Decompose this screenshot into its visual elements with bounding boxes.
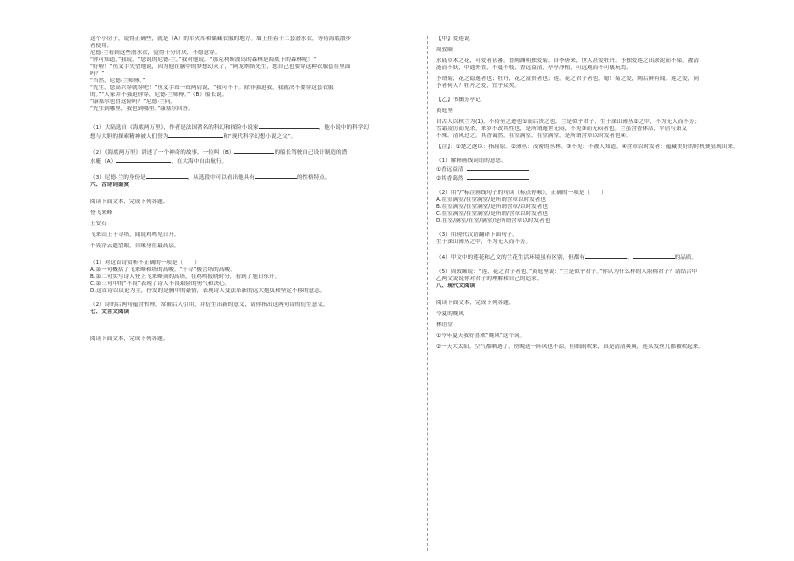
answer-option[interactable]: B.第二句实写诗人登上飞来峰顶的高塔，在鸡鸣报晓时分，看到了旭日东升。 xyxy=(90,274,281,280)
question-text: （1）解释画线词语的意思。 xyxy=(436,158,507,164)
answer-blank[interactable] xyxy=(168,132,223,138)
question-text: ，他小说中的科学幻 xyxy=(318,125,369,131)
question-text: 水艇（A） xyxy=(90,159,117,165)
question-text: （3）用现代汉语翻译下面句子。 xyxy=(436,232,518,238)
question-text: 的品质。 xyxy=(674,255,697,261)
question-text: ，从选段中可以看出他具有 xyxy=(187,175,255,181)
paragraph-line: 这个小房子，说得正确些，就是（A）的军火库和储藏衣服的地方。墙上挂着十二套潜水衣，等待海底散步 xyxy=(90,36,352,42)
paragraph-line: 自古人以秋兰为(1)，不待至之迹也①而后贵之也。兰是似乎君子，生于深山薄丛②之中，不为无人而不芳； xyxy=(436,119,701,125)
question-text: ，在大海中自由航行。 xyxy=(171,159,228,165)
story-excerpt xyxy=(90,36,416,113)
paragraph-line: “康塞尔也冒这险吗？”尼德·兰问。 xyxy=(90,99,176,105)
answer-blank[interactable] xyxy=(116,157,171,163)
question-text: 的船长驾驶自己设计制造的潜 xyxy=(274,150,348,156)
question-3 xyxy=(90,173,416,182)
question-text: 的性格特点。 xyxy=(296,175,331,181)
paragraph-line: “先生，您高兴穿就穿吧！”鱼叉手耸一耸两肩说，“我可不干。除非强迫我，我就决不要穿这套衣服 xyxy=(90,85,334,91)
question-sentence: 生于深山薄丛之中，不为无人而不芳。 xyxy=(436,239,532,245)
answer-option[interactable]: C.在室满室/在堂满堂/是所谓/含章以时发者也 xyxy=(436,211,549,217)
paragraph-line: “好啦！”鱼叉手失望地说，因为他在脑中的梦想幻灭了，“阿龙纳斯先生，您自己也要穿这种衣服套在里面 xyxy=(90,64,351,70)
answer-option[interactable]: C.第三句中的“不畏”表现了诗人不畏艰险的勇气和决心。 xyxy=(90,281,231,287)
question-text: 和“现代科学幻想小说之父”。 xyxy=(223,134,297,140)
question-item: ②其香蔼然 xyxy=(436,176,464,182)
section-heading: 六、古诗词鉴赏 xyxy=(90,182,130,188)
paragraph-line: ②一天大太阳，空气都晒透了。傍晚送一阵风也不凉，但细雨吹来，真是清清爽爽，连头发丝儿都被吹起来。 xyxy=(436,344,704,350)
answer-blank[interactable] xyxy=(467,174,529,180)
question-text: 、 xyxy=(627,255,633,261)
question-text: （5）周敦颐说：“莲，花之君子者也。”黄庭坚说：“兰是似乎君子。”你认为什么样的人堪称君子？请结合甲 xyxy=(436,269,698,275)
answer-option[interactable]: A.在室满室/在堂满堂/是所谓含章以时发者也 xyxy=(436,197,546,203)
answer-option[interactable]: D.这首诗以议论为主，抒发的是胸中的豪情，表现诗人变法革新的远大抱负和坚定不移的意志。 xyxy=(90,288,326,294)
poem-author: 王安石 xyxy=(90,221,107,227)
question-text: （2）用“/”标注画线句子的句读（标点停顿），正确的一项是（ ） xyxy=(436,190,607,196)
answer-option[interactable]: A.第一句概括了飞来峰和塔的高峻。“千寻”极言塔的高峻。 xyxy=(90,267,236,273)
passage-title: 【乙】书幽芳亭记 xyxy=(436,97,481,103)
paragraph-line: 的。”“人家并不强迫你穿，尼德·兰师傅。”（B）船长说。 xyxy=(90,92,228,98)
paragraph-line: “当然，尼德·兰师傅。” xyxy=(90,78,146,84)
instruction-text: 阅读下面文本，完成下列各题。 xyxy=(436,300,515,306)
left-column xyxy=(90,36,416,553)
paragraph-line: 予者何人？牡丹之爱，宜乎众矣。 xyxy=(436,83,520,89)
question-text: （4）甲文中的莲花和乙文的兰花生活环境虽有区别，但都有 xyxy=(436,255,585,261)
section-heading: 八、现代文阅读 xyxy=(436,283,476,289)
poem-line: 飞来山上千寻塔，闻说鸡鸣见日升。 xyxy=(90,232,180,238)
poem-title: 登飞来峰 xyxy=(90,210,113,216)
paragraph-line: 尼德·兰看到这些潜水衣，觉得十分讨厌，不愿意穿。 xyxy=(90,50,221,56)
question-text: （2）《海底两万里》讲述了一个神奇的故事，一位叫（B） xyxy=(90,150,235,156)
paragraph-line: “先生到哪里，我也到哪里。”康塞尔回答。 xyxy=(90,106,194,112)
paragraph-line: “你可知道，”我说，“您说的尼德·兰，”我对他说，“那克利斯波岛的森林是海底下的森林呢！” xyxy=(90,57,317,63)
essay-title: 今夏的晚风 xyxy=(436,311,464,317)
question-item: ①香远益清 xyxy=(436,167,464,173)
instruction-text: 阅读下面文本，完成下列各题。 xyxy=(90,199,169,205)
answer-blank[interactable] xyxy=(146,173,188,179)
answer-option[interactable]: D.在室/满室/在堂/满堂/是所谓含章以时发者也 xyxy=(436,218,551,224)
section-heading: 七、文言文阅读 xyxy=(90,309,130,315)
passage-author: 黄庭坚 xyxy=(436,108,453,114)
poem-line: 不畏浮云遮望眼，自缘身在最高层。 xyxy=(90,243,180,249)
paragraph-line: 者使用。 xyxy=(90,43,113,49)
question-text: （1）对这首诗赏析不正确的一项是（ ） xyxy=(90,260,200,266)
answer-blank[interactable] xyxy=(259,123,319,129)
answer-blank[interactable] xyxy=(585,253,627,259)
paragraph-line: 予谓菊，花之隐逸者也；牡丹，花之富贵者也；莲，花之君子者也。噫！菊之爱，陶后鲜有闻。莲之爱，同 xyxy=(436,76,699,82)
question-1 xyxy=(90,123,416,141)
paragraph-line: 雪霜凌厉而见杀，来岁不改其性也，是所谓遁世无闷，不见③而无闷者也。兰虽含香体洁，平居与萧艾 xyxy=(436,126,688,132)
paragraph-line: 水陆草木之花，可爱者甚蕃。晋陶渊明独爱菊。自李唐来，世人甚爱牡丹。予独爱莲之出淤泥而不染，濯清 xyxy=(436,58,699,64)
paragraph-line: 吗？” xyxy=(90,71,105,77)
answer-blank[interactable] xyxy=(633,253,675,259)
answer-option[interactable]: B.在室满室/在堂满堂/是所谓含章/以时发者也 xyxy=(436,204,548,210)
question-text: （3）尼德·兰的身份是 xyxy=(90,175,146,181)
right-column xyxy=(436,36,788,553)
answer-blank[interactable] xyxy=(255,173,297,179)
question-text: （1）大陆选自《海底两万里》，作者是法国著名的科幻和探险小说家 xyxy=(90,125,259,131)
paragraph-line: 不殊。清风过之，其香蔼然，在室满室，在堂满堂，是所谓含章以时发者也④。 xyxy=(436,133,632,139)
instruction-text: 阅读下面文本，完成下列各题。 xyxy=(90,336,169,342)
passage-note: 【注】：①楚之逐臣：指屈原。②薄丛：茂密的丛林。③不见：不被人知道。④含章以时发者：蕴藏美好的时机便显现出来。 xyxy=(436,144,739,150)
question-text: （2）诗的后两句蕴含哲理，常被后人引用，并衍生出新的意义，请你指出这两句诗的衍生意义。 xyxy=(90,302,329,308)
question-text: 想与大胆的探索精神被人们誉为 xyxy=(90,134,169,140)
passage-author: 周敦颐 xyxy=(436,47,453,53)
column-divider xyxy=(427,36,428,551)
paragraph-line: ①今年夏天我好喜欢“晚风”这个词。 xyxy=(436,333,526,339)
passage-title: 【甲】爱莲说 xyxy=(436,36,470,42)
question-2 xyxy=(90,148,416,166)
essay-author: 林语堂 xyxy=(436,322,453,328)
answer-blank[interactable] xyxy=(467,165,529,171)
question-text: 乙两文说说你对君子的理解和自己的追求。 xyxy=(436,276,543,282)
paragraph-line: 涟而不妖，中通外直，不蔓不枝，香远益清，亭亭净植，可远观而不可亵玩焉。 xyxy=(436,65,632,71)
answer-blank[interactable] xyxy=(234,148,274,154)
